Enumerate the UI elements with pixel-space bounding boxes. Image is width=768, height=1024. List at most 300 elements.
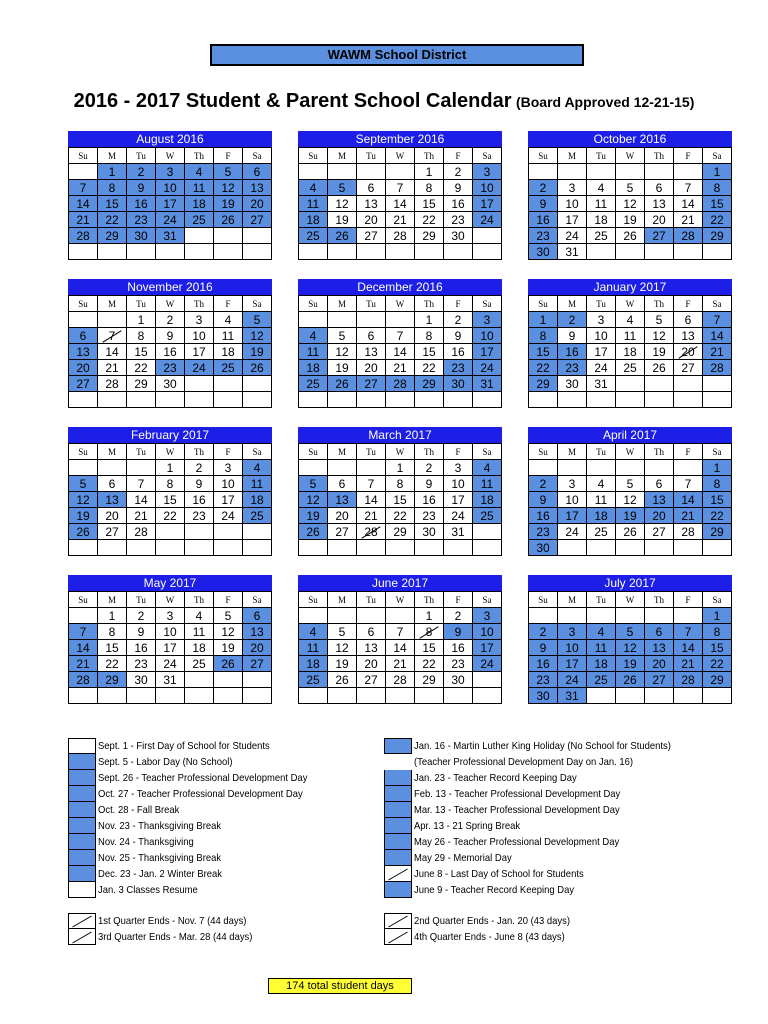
weekday-header: F (444, 296, 473, 312)
day-cell: 12 (328, 640, 357, 656)
day-cell: 31 (156, 672, 185, 688)
day-cell (473, 540, 502, 556)
day-cell (127, 392, 156, 408)
weekday-header: Sa (473, 444, 502, 460)
day-cell: 27 (98, 524, 127, 540)
day-cell: 4 (587, 476, 616, 492)
day-cell (243, 540, 272, 556)
day-cell: 7 (386, 180, 415, 196)
day-cell: 22 (703, 656, 732, 672)
day-cell: 7 (69, 624, 98, 640)
legend-item (384, 882, 699, 898)
day-cell: 5 (645, 312, 674, 328)
legend-item (68, 786, 331, 802)
day-cell: 4 (587, 624, 616, 640)
day-cell: 20 (357, 656, 386, 672)
day-cell: 1 (415, 164, 444, 180)
day-cell (587, 244, 616, 260)
month-calendar (298, 131, 502, 260)
weekday-header: Tu (357, 444, 386, 460)
day-cell: 20 (98, 508, 127, 524)
day-cell (386, 608, 415, 624)
day-cell: 31 (587, 376, 616, 392)
day-cell: 1 (415, 608, 444, 624)
day-cell (69, 312, 98, 328)
legend-item (68, 834, 331, 850)
day-cell: 15 (98, 640, 127, 656)
weekday-header: Tu (127, 444, 156, 460)
day-cell: 7 (127, 476, 156, 492)
day-cell: 14 (674, 196, 703, 212)
day-cell: 26 (645, 360, 674, 376)
weekday-header: M (558, 592, 587, 608)
weekday-header: Tu (587, 444, 616, 460)
month-calendar (298, 575, 502, 704)
legend-item (384, 866, 699, 882)
day-cell (558, 540, 587, 556)
month-calendar (528, 131, 732, 260)
legend-swatch (384, 738, 412, 754)
day-cell: 15 (703, 196, 732, 212)
day-cell: 30 (156, 376, 185, 392)
day-cell: 16 (444, 344, 473, 360)
weekday-header: Sa (703, 592, 732, 608)
day-cell: 1 (415, 312, 444, 328)
weekday-header: Su (299, 444, 328, 460)
legend-item (68, 770, 331, 786)
day-cell (473, 688, 502, 704)
day-cell: 25 (616, 360, 645, 376)
day-cell: 30 (415, 524, 444, 540)
weekday-header: Sa (703, 296, 732, 312)
day-cell: 13 (645, 640, 674, 656)
weekday-header: Sa (703, 148, 732, 164)
day-cell (357, 540, 386, 556)
day-cell: 16 (127, 640, 156, 656)
day-cell (328, 688, 357, 704)
day-cell: 16 (529, 212, 558, 228)
day-cell: 4 (587, 180, 616, 196)
legend-swatch (384, 882, 412, 898)
legend-swatch (384, 818, 412, 834)
legend-text: (Teacher Professional Development Day on Jan. 16) (414, 756, 634, 768)
day-cell: 9 (185, 476, 214, 492)
weekday-header: Tu (127, 148, 156, 164)
day-cell: 17 (473, 196, 502, 212)
weekday-header: Sa (703, 444, 732, 460)
day-cell (299, 244, 328, 260)
day-cell (243, 244, 272, 260)
day-cell: 12 (328, 344, 357, 360)
legend-text: Dec. 23 - Jan. 2 Winter Break (98, 868, 222, 880)
day-cell (156, 392, 185, 408)
day-cell: 21 (69, 656, 98, 672)
weekday-header: F (444, 592, 473, 608)
day-cell: 17 (587, 344, 616, 360)
day-cell (69, 164, 98, 180)
day-cell: 19 (616, 508, 645, 524)
day-cell: 28 (357, 524, 386, 540)
weekday-header: M (558, 444, 587, 460)
day-cell (185, 228, 214, 244)
day-cell (703, 688, 732, 704)
day-cell: 11 (587, 196, 616, 212)
day-cell: 17 (558, 656, 587, 672)
day-cell: 2 (156, 312, 185, 328)
legend-item (384, 770, 699, 786)
day-cell (473, 392, 502, 408)
day-cell: 28 (98, 376, 127, 392)
day-cell: 2 (444, 312, 473, 328)
weekday-header: Th (415, 444, 444, 460)
day-cell: 5 (328, 624, 357, 640)
day-cell (415, 540, 444, 556)
day-cell: 21 (98, 360, 127, 376)
day-cell (645, 376, 674, 392)
day-cell (529, 164, 558, 180)
weekday-header: Sa (473, 592, 502, 608)
day-cell: 25 (473, 508, 502, 524)
day-cell: 11 (299, 344, 328, 360)
day-cell: 14 (69, 196, 98, 212)
day-cell: 2 (444, 164, 473, 180)
day-cell: 13 (357, 640, 386, 656)
day-cell (214, 228, 243, 244)
day-cell (243, 376, 272, 392)
day-cell (386, 392, 415, 408)
day-cell (529, 392, 558, 408)
month-calendar (298, 279, 502, 408)
day-cell: 2 (444, 608, 473, 624)
weekday-header: Th (645, 148, 674, 164)
day-cell (444, 540, 473, 556)
weekday-header: Th (645, 444, 674, 460)
day-cell: 22 (415, 360, 444, 376)
day-cell (674, 376, 703, 392)
day-cell (214, 376, 243, 392)
day-cell: 10 (473, 328, 502, 344)
legend-item (384, 738, 699, 754)
day-cell: 2 (185, 460, 214, 476)
weekday-header: Su (299, 592, 328, 608)
month-title: May 2017 (68, 575, 272, 591)
day-cell: 27 (357, 672, 386, 688)
day-cell: 15 (386, 492, 415, 508)
day-cell: 27 (243, 212, 272, 228)
day-cell: 28 (386, 228, 415, 244)
day-cell: 11 (616, 328, 645, 344)
day-cell: 12 (616, 196, 645, 212)
weekday-header: Tu (127, 296, 156, 312)
day-cell: 9 (156, 328, 185, 344)
day-cell: 1 (703, 460, 732, 476)
day-cell (328, 164, 357, 180)
day-cell: 30 (444, 672, 473, 688)
day-cell: 14 (98, 344, 127, 360)
day-cell (328, 392, 357, 408)
day-cell (69, 608, 98, 624)
day-cell (357, 164, 386, 180)
day-cell: 4 (616, 312, 645, 328)
legend-swatch (384, 802, 412, 818)
legend-swatch (68, 834, 96, 850)
day-cell: 17 (214, 492, 243, 508)
day-cell (473, 228, 502, 244)
day-cell: 31 (473, 376, 502, 392)
day-cell: 11 (185, 180, 214, 196)
legend-item (68, 929, 270, 945)
day-cell: 10 (473, 624, 502, 640)
day-cell: 31 (444, 524, 473, 540)
legend-text: Mar. 13 - Teacher Professional Development Day (414, 804, 620, 816)
day-cell: 4 (214, 312, 243, 328)
day-cell (156, 244, 185, 260)
day-cell: 24 (473, 656, 502, 672)
day-cell: 24 (473, 212, 502, 228)
month-calendar (68, 575, 272, 704)
legend-item (68, 866, 331, 882)
district-name: WAWM School District (210, 44, 584, 66)
day-cell: 28 (69, 672, 98, 688)
day-cell: 8 (529, 328, 558, 344)
day-cell (616, 540, 645, 556)
legend-text: June 9 - Teacher Record Keeping Day (414, 884, 575, 896)
day-cell: 5 (328, 180, 357, 196)
day-cell: 23 (185, 508, 214, 524)
weekday-header: W (156, 444, 185, 460)
weekday-header: Su (529, 296, 558, 312)
day-cell: 28 (386, 672, 415, 688)
day-cell: 2 (415, 460, 444, 476)
day-cell: 5 (299, 476, 328, 492)
month-calendar (68, 131, 272, 260)
weekday-header: Th (185, 444, 214, 460)
day-cell (243, 524, 272, 540)
day-cell: 6 (328, 476, 357, 492)
day-cell (645, 540, 674, 556)
legend-item (68, 850, 331, 866)
weekday-header: F (444, 444, 473, 460)
day-cell: 24 (587, 360, 616, 376)
day-cell: 6 (243, 608, 272, 624)
day-cell: 24 (558, 672, 587, 688)
weekday-header: M (328, 296, 357, 312)
day-cell: 3 (156, 164, 185, 180)
day-cell (299, 688, 328, 704)
day-cell (214, 244, 243, 260)
day-cell: 16 (444, 196, 473, 212)
day-cell (558, 608, 587, 624)
day-cell: 17 (185, 344, 214, 360)
day-cell: 8 (415, 624, 444, 640)
day-cell: 7 (674, 180, 703, 196)
day-cell: 25 (587, 672, 616, 688)
weekday-header: Sa (243, 148, 272, 164)
day-cell: 25 (243, 508, 272, 524)
legend-swatch (384, 866, 412, 882)
day-cell: 22 (529, 360, 558, 376)
day-cell: 3 (587, 312, 616, 328)
day-cell: 15 (415, 640, 444, 656)
legend-swatch (68, 770, 96, 786)
day-cell: 12 (214, 624, 243, 640)
weekday-header: M (558, 148, 587, 164)
day-cell: 22 (703, 212, 732, 228)
day-cell: 19 (616, 212, 645, 228)
legend-text: Jan. 23 - Teacher Record Keeping Day (414, 772, 577, 784)
day-cell: 4 (299, 328, 328, 344)
day-cell (473, 672, 502, 688)
day-cell (645, 688, 674, 704)
day-cell: 27 (357, 376, 386, 392)
day-cell: 1 (703, 608, 732, 624)
day-cell (473, 244, 502, 260)
day-cell: 5 (69, 476, 98, 492)
month-title: December 2016 (298, 279, 502, 295)
day-cell: 31 (558, 244, 587, 260)
legend-item (384, 818, 699, 834)
weekday-header: W (156, 296, 185, 312)
day-cell: 22 (703, 508, 732, 524)
day-cell: 1 (98, 608, 127, 624)
weekday-header: W (616, 148, 645, 164)
day-cell (185, 376, 214, 392)
month-calendar (298, 427, 502, 556)
day-cell: 23 (529, 672, 558, 688)
day-cell: 25 (299, 672, 328, 688)
legend-swatch (384, 770, 412, 786)
day-cell: 5 (214, 608, 243, 624)
weekday-header: Th (185, 296, 214, 312)
month-title: June 2017 (298, 575, 502, 591)
day-cell: 8 (127, 328, 156, 344)
legend-text: Nov. 24 - Thanksgiving (98, 836, 194, 848)
day-cell (558, 392, 587, 408)
legend-item (68, 738, 331, 754)
day-cell: 13 (645, 492, 674, 508)
legend-item (384, 913, 587, 929)
legend-swatch (384, 834, 412, 850)
day-cell: 27 (645, 524, 674, 540)
day-cell: 6 (674, 312, 703, 328)
month-title: August 2016 (68, 131, 272, 147)
day-cell: 19 (645, 344, 674, 360)
day-cell: 30 (444, 376, 473, 392)
weekday-header: F (674, 296, 703, 312)
day-cell: 16 (444, 640, 473, 656)
day-cell: 28 (674, 524, 703, 540)
day-cell: 31 (558, 688, 587, 704)
weekday-header: M (328, 444, 357, 460)
day-cell: 1 (127, 312, 156, 328)
day-cell (98, 688, 127, 704)
weekday-header: M (328, 148, 357, 164)
day-cell: 11 (243, 476, 272, 492)
day-cell (674, 244, 703, 260)
day-cell: 29 (703, 672, 732, 688)
weekday-header: M (98, 444, 127, 460)
day-cell (616, 164, 645, 180)
day-cell: 26 (69, 524, 98, 540)
day-cell: 7 (69, 180, 98, 196)
day-cell (299, 164, 328, 180)
day-cell: 3 (558, 180, 587, 196)
day-cell: 20 (645, 656, 674, 672)
legend-item (384, 929, 587, 945)
day-cell: 23 (127, 656, 156, 672)
day-cell (357, 244, 386, 260)
legend-text: 3rd Quarter Ends - Mar. 28 (44 days) (98, 931, 253, 943)
day-cell: 16 (558, 344, 587, 360)
day-cell: 26 (243, 360, 272, 376)
weekday-header: Th (185, 592, 214, 608)
month-calendar (68, 427, 272, 556)
legend-item (384, 754, 699, 770)
legend-text: Jan. 16 - Martin Luther King Holiday (No School for Students) (414, 740, 671, 752)
day-cell: 23 (529, 524, 558, 540)
day-cell: 3 (473, 164, 502, 180)
day-cell (299, 392, 328, 408)
day-cell: 8 (98, 624, 127, 640)
day-cell (558, 164, 587, 180)
day-cell: 19 (616, 656, 645, 672)
legend-text: Apr. 13 - 21 Spring Break (414, 820, 521, 832)
day-cell: 8 (703, 624, 732, 640)
day-cell: 17 (558, 508, 587, 524)
day-cell: 20 (357, 212, 386, 228)
day-cell: 20 (674, 344, 703, 360)
day-cell (587, 164, 616, 180)
day-cell (243, 392, 272, 408)
day-cell: 23 (558, 360, 587, 376)
day-cell: 18 (299, 212, 328, 228)
legend-item (384, 786, 699, 802)
weekday-header: Su (299, 148, 328, 164)
day-cell: 6 (645, 180, 674, 196)
day-cell: 14 (127, 492, 156, 508)
day-cell (616, 392, 645, 408)
day-cell: 11 (214, 328, 243, 344)
day-cell: 2 (529, 624, 558, 640)
weekday-header: W (386, 148, 415, 164)
day-cell (98, 312, 127, 328)
day-cell: 29 (415, 376, 444, 392)
day-cell: 27 (645, 672, 674, 688)
legend-text: May 26 - Teacher Professional Development Day (414, 836, 620, 848)
day-cell: 12 (243, 328, 272, 344)
day-cell (587, 688, 616, 704)
day-cell: 6 (357, 180, 386, 196)
day-cell (299, 460, 328, 476)
day-cell: 9 (529, 492, 558, 508)
day-cell: 19 (328, 212, 357, 228)
day-cell: 14 (674, 492, 703, 508)
day-cell: 20 (645, 508, 674, 524)
day-cell (587, 540, 616, 556)
day-cell: 15 (529, 344, 558, 360)
legend-text: 2nd Quarter Ends - Jan. 20 (43 days) (414, 915, 571, 927)
month-calendar (68, 279, 272, 408)
day-cell (473, 524, 502, 540)
day-cell: 9 (444, 328, 473, 344)
day-cell (703, 392, 732, 408)
day-cell (386, 688, 415, 704)
legend-item (68, 754, 331, 770)
day-cell: 28 (674, 228, 703, 244)
day-cell (386, 540, 415, 556)
day-cell (357, 460, 386, 476)
legend-swatch (384, 913, 412, 929)
